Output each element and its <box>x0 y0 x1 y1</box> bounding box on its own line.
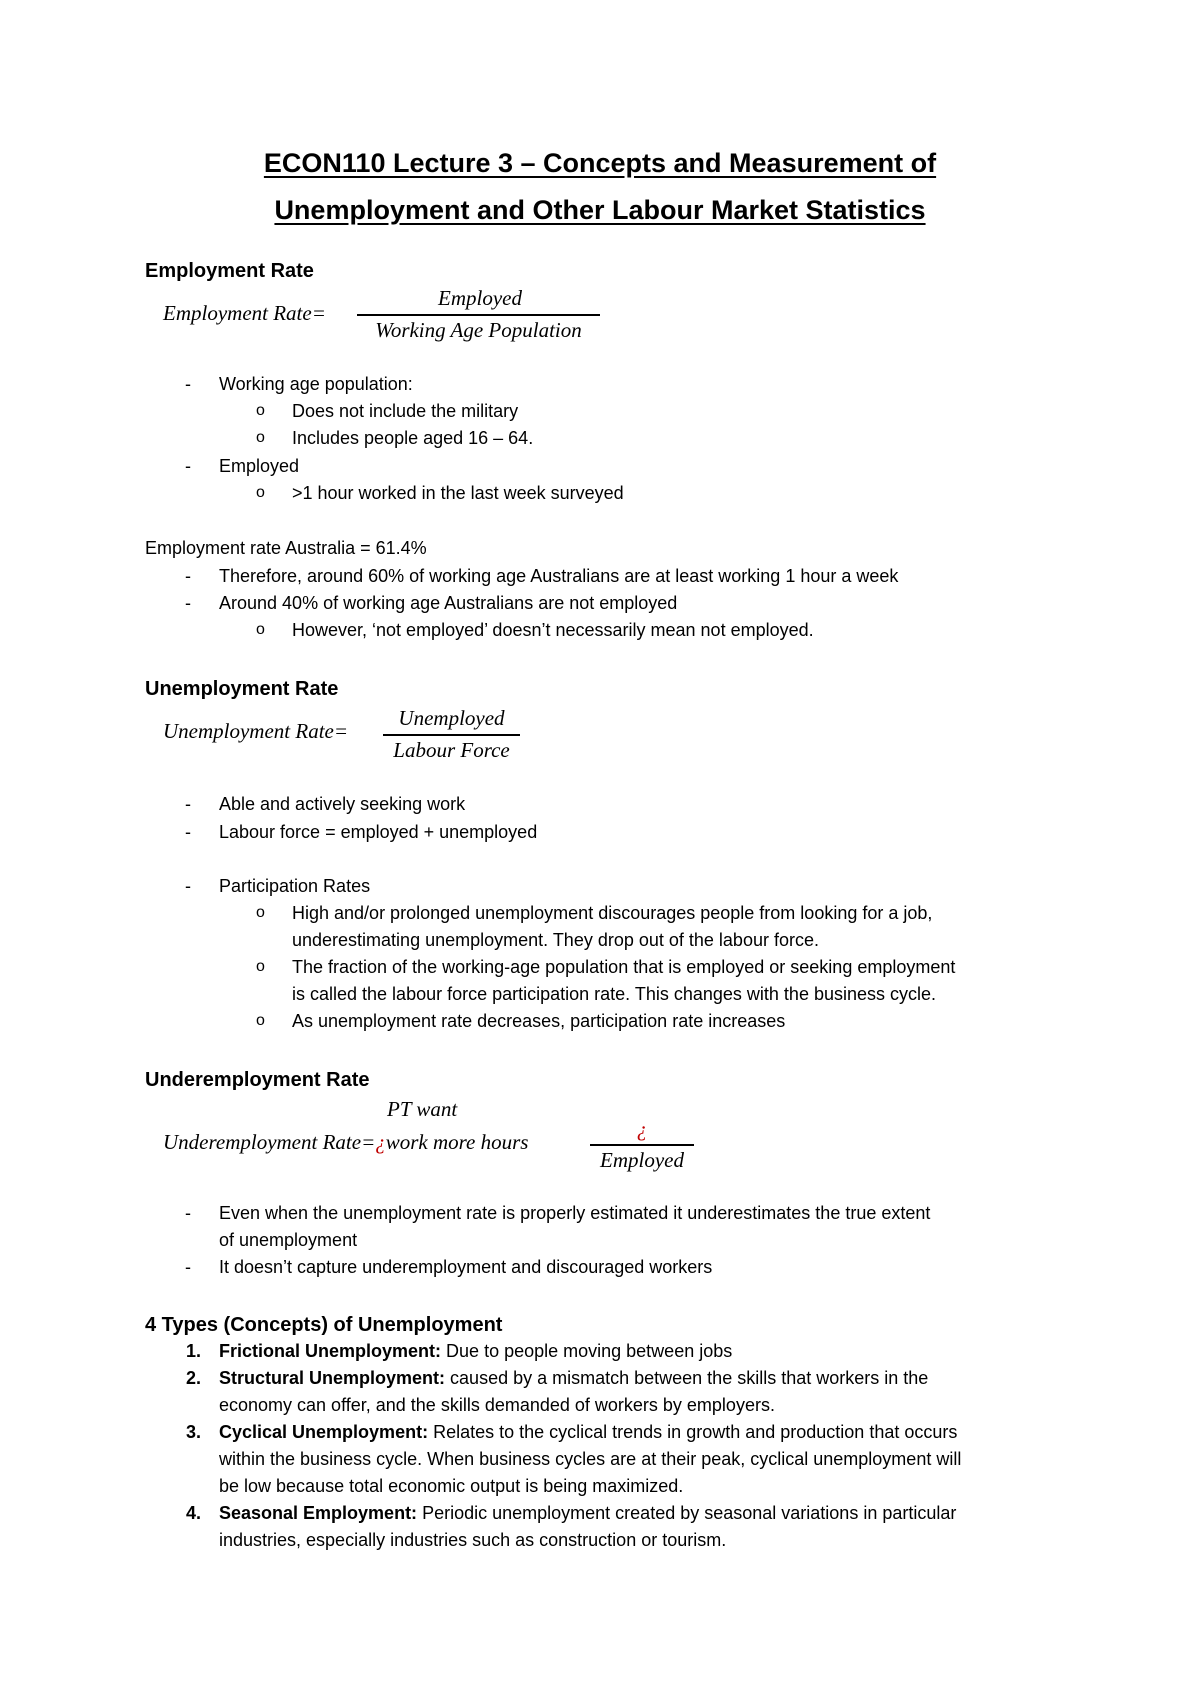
bullet-dash: - <box>185 1203 191 1223</box>
employment-stat-bullet: Around 40% of working age Australians are not employed <box>219 593 678 613</box>
employment-bullet: Employed <box>219 456 300 476</box>
employment-stat-sub-bullet: However, ‘not employed’ doesn’t necessarily mean not employed. <box>292 620 814 640</box>
bullet-dash: - <box>185 822 191 842</box>
employment-formula-denominator: Working Age Population <box>375 318 582 342</box>
participation-sub-bullet-cont: underestimating unemployment. They drop out of the labour force. <box>292 930 819 950</box>
employment-rate-australia: Employment rate Australia = 61.4% <box>145 538 427 558</box>
participation-sub-bullet: As unemployment rate decreases, participation rate increases <box>292 1011 786 1031</box>
list-item: Structural Unemployment: caused by a mismatch between the skills that workers in the <box>219 1368 929 1388</box>
bullet-dash: - <box>185 456 191 476</box>
list-item: Seasonal Employment: Periodic unemployment created by seasonal variations in particular <box>219 1503 957 1523</box>
employment-rate-heading: Employment Rate <box>145 260 314 282</box>
unemployment-formula-lhs: Unemployment Rate= <box>163 719 349 743</box>
employment-fraction-bar <box>357 314 600 316</box>
unemployment-bullet: Labour force = employed + unemployed <box>219 822 538 842</box>
underemployment-bullet: Even when the unemployment rate is properly estimated it underestimates the true extent <box>219 1203 931 1223</box>
underemployment-rate-heading: Underemployment Rate <box>145 1069 370 1091</box>
underemployment-formula-top: PT want <box>387 1097 458 1121</box>
participation-sub-bullet: High and/or prolonged unemployment discourages people from looking for a job, <box>292 903 933 923</box>
sub-bullet-circle: o <box>256 402 265 419</box>
bullet-dash: - <box>185 794 191 814</box>
bullet-dash: - <box>185 1257 191 1277</box>
unemployment-bullet: Able and actively seeking work <box>219 794 466 814</box>
list-number: 3. <box>186 1422 202 1442</box>
employment-bullet: Working age population: <box>219 374 413 394</box>
sub-bullet-circle: o <box>256 1012 265 1029</box>
list-number: 2. <box>186 1368 202 1388</box>
page-title-line-1: ECON110 Lecture 3 – Concepts and Measurement of <box>263 148 937 178</box>
sub-bullet-circle: o <box>256 904 265 921</box>
unemployment-types-heading: 4 Types (Concepts) of Unemployment <box>145 1314 503 1336</box>
sub-bullet-circle: o <box>256 621 265 638</box>
unemployment-rate-heading: Unemployment Rate <box>145 678 339 700</box>
underemployment-formula-numerator: ¿ <box>636 1117 648 1141</box>
sub-bullet-circle: o <box>256 484 265 501</box>
participation-sub-bullet-cont: is called the labour force participation rate. This changes with the business cycle. <box>292 984 937 1004</box>
unemployment-fraction-bar <box>383 734 520 736</box>
participation-rates-bullet: Participation Rates <box>219 876 371 896</box>
underemployment-bullet-cont: of unemployment <box>219 1230 358 1250</box>
bullet-dash: - <box>185 374 191 394</box>
unemployment-formula-denominator: Labour Force <box>393 738 510 762</box>
participation-sub-bullet: The fraction of the working-age population that is employed or seeking employment <box>292 957 956 977</box>
bullet-dash: - <box>185 593 191 613</box>
sub-bullet-circle: o <box>256 429 265 446</box>
employment-formula-numerator: Employed <box>438 286 522 310</box>
bullet-dash: - <box>185 566 191 586</box>
list-item-cont: within the business cycle. When business cycles are at their peak, cyclical unemployment will <box>219 1449 962 1469</box>
employment-formula-lhs: Employment Rate= <box>163 301 326 325</box>
list-item: Frictional Unemployment: Due to people moving between jobs <box>219 1341 733 1361</box>
underemployment-formula-denominator: Employed <box>600 1148 684 1172</box>
employment-stat-bullet: Therefore, around 60% of working age Australians are at least working 1 hour a week <box>219 566 899 586</box>
underemployment-bullet: It doesn’t capture underemployment and discouraged workers <box>219 1257 713 1277</box>
sub-bullet-circle: o <box>256 958 265 975</box>
employment-sub-bullet: Does not include the military <box>292 401 519 421</box>
employment-sub-bullet: >1 hour worked in the last week surveyed <box>292 483 624 503</box>
list-item-cont: economy can offer, and the skills demanded of workers by employers. <box>219 1395 775 1415</box>
bullet-dash: - <box>185 876 191 896</box>
page-title-line-2: Unemployment and Other Labour Market Statistics <box>274 195 926 225</box>
list-item-cont: industries, especially industries such as construction or tourism. <box>219 1530 727 1550</box>
list-number: 1. <box>186 1341 202 1361</box>
list-item: Cyclical Unemployment: Relates to the cyclical trends in growth and production that occurs <box>219 1422 958 1442</box>
list-number: 4. <box>186 1503 202 1523</box>
employment-sub-bullet: Includes people aged 16 – 64. <box>292 428 534 448</box>
list-item-cont: be low because total economic output is being maximized. <box>219 1476 684 1496</box>
underemployment-fraction-bar <box>590 1144 694 1146</box>
underemployment-formula-lhs: Underemployment Rate=¿work more hours <box>163 1130 529 1154</box>
unemployment-formula-numerator: Unemployed <box>398 706 505 730</box>
